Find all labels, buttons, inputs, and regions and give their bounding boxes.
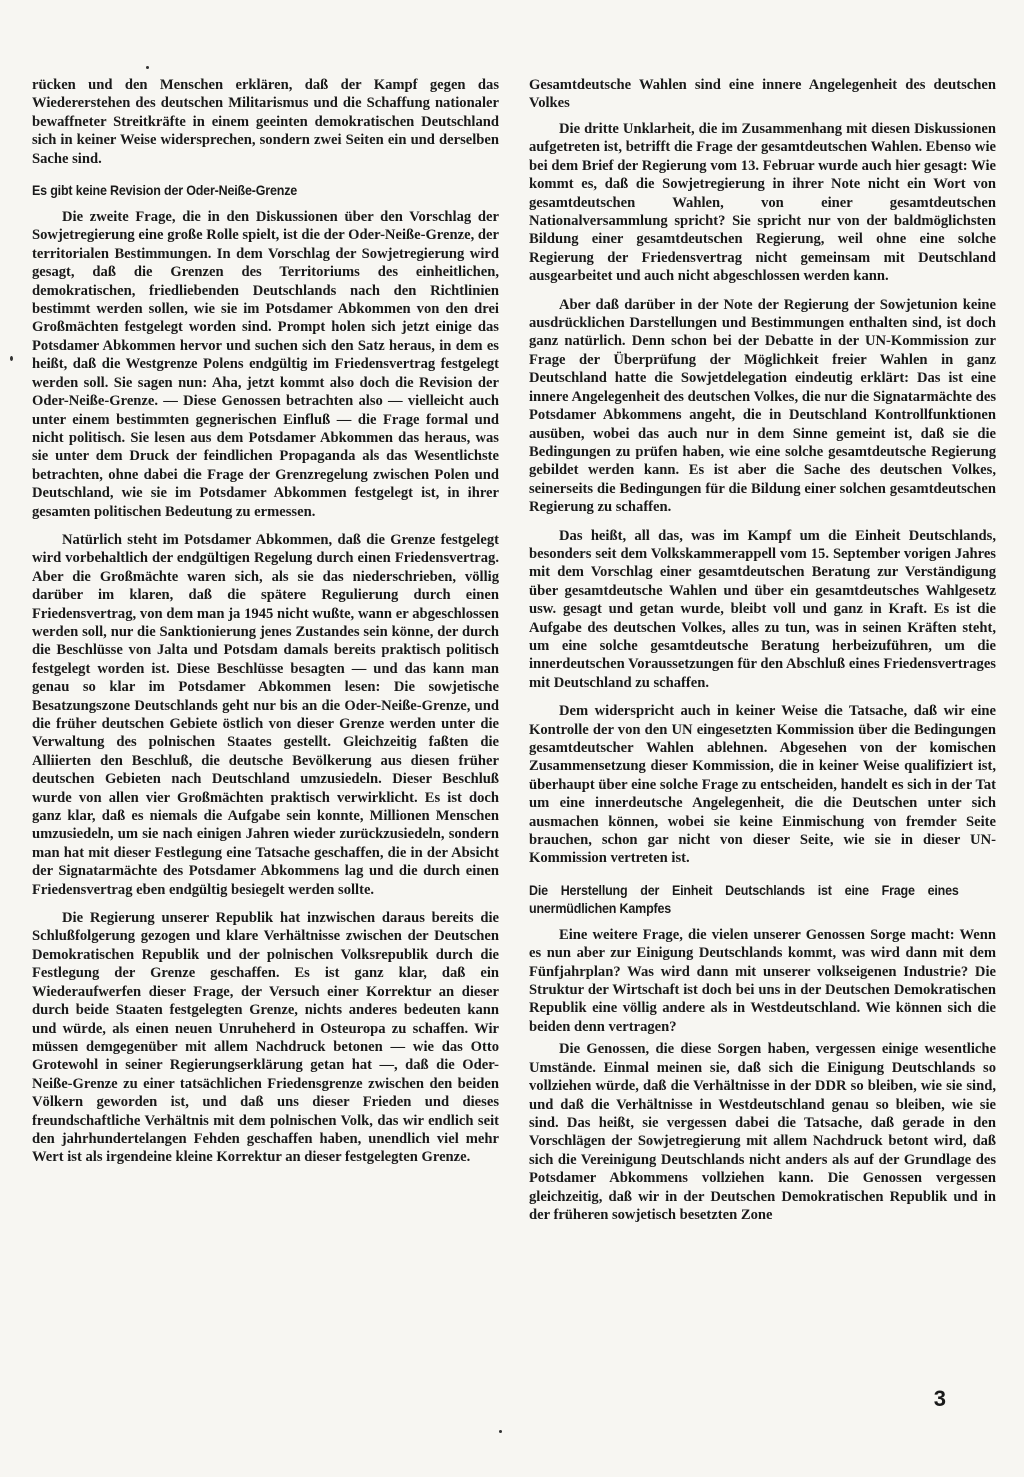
paragraph: Aber daß darüber in der Note der Regierung der Sowjetunion keine ausdrücklichen Darstellungen und Bestimmungen enthalten sind, ist doch ganz natürlich. Denn schon bei der Debatte in der UN-Kommission zur Frage der Überprüfung der Möglichkeit freier Wahlen in ganz Deutschland hatte die Sowjetdelegation eindeutig erklärt: Das ist eine innere Angelegenheit des deutschen Volkes, die nur die Signatarmächte des Potsdamer Abkommens angeht, die in Deutschland Kontrollfunktionen ausüben, wobei das auch nur in dem Sinne gemeint ist, daß sie die Bedingungen zu prüfen haben, wie eine solche gesamtdeutsche Regierung gebildet werden kann. Es ist aber die Sache des deutschen Volkes, seinerseits die Bedingungen für die Bildung einer solchen gesamtdeutschen Regierung zu schaffen.	[529, 296, 996, 516]
text-columns	[32, 76, 996, 1234]
page-number: 3	[933, 1386, 946, 1411]
paragraph: Eine weitere Frage, die vielen unserer Genossen Sorge macht: Wenn es nun aber zur Einigung Deutschlands kommt, was wird dann mit dem Fünfjahrplan? Was wird dann mit unserer volkseigenen Industrie? Die Struktur der Wirtschaft ist doch bei uns in der Deutschen Demokratischen Republik eine völlig andere als in Westdeutschland. Wie können sich die beiden denn vertragen?	[529, 926, 996, 1035]
section-heading: Die Herstellung der Einheit Deutschlands ist eine Frage eines unermüdlichen Kampfes	[529, 882, 959, 916]
section-heading: Es gibt keine Revision der Oder-Neiße-Grenze	[32, 183, 298, 199]
section-heading: Gesamtdeutsche Wahlen sind eine innere Angelegenheit des deutschen Volkes	[529, 77, 996, 111]
print-speck	[10, 356, 13, 361]
paragraph: Die Regierung unserer Republik hat inzwischen daraus bereits die Schlußfolgerung gezogen und klare Verhältnisse zwischen der Deutschen Demokratischen Republik und der polnischen Volksrepublik durch die Festlegung der Grenze geschaffen. Es ist ganz klar, daß ein Wiederaufwerfen dieser Frage, der Versuch einer Korrektur an dieser durch beide Staaten festgelegten Grenze, nichts anderes bedeuten kann und würde, als einen neuen Unruheherd in Osteuropa zu schaffen. Wir müssen demgegenüber mit allem Nachdruck betonen — wie das Otto Grotewohl in seiner Regierungserklärung getan hat —, daß die Oder-Neiße-Grenze zu einer tatsächlichen Friedensgrenze zwischen den beiden Völkern geworden ist, und daß uns dieser Frieden und dieses freundschaftliche Verhältnis mit dem polnischen Volk, das wir endlich seit den jahrhundertelangen Fehden geschaffen haben, unendlich viel mehr Wert ist als irgendeine kleine Korrektur an dieser festgelegten Grenze.	[32, 910, 499, 1166]
right-column	[529, 76, 996, 1234]
paragraph: Das heißt, all das, was im Kampf um die Einheit Deutschlands, besonders seit dem Volkskammerappell vom 15. September vorigen Jahres mit dem Vorschlag einer gesamtdeutschen Beratung zur Verständigung über gesamtdeutsche Wahlen und über ein gesamtdeutsches Wahlgesetz usw. gesagt und getan wurde, bleibt voll und ganz in Kraft. Es ist die Aufgabe des deutschen Volkes, alles zu tun, was in seinen Kräften steht, um eine solche gesamtdeutsche Beratung herbeizuführen, um die innerdeutschen Voraussetzungen für den Abschluß eines Friedensvertrages mit Deutschland zu schaffen.	[529, 527, 996, 691]
print-speck	[146, 66, 149, 69]
paragraph: Natürlich steht im Potsdamer Abkommen, daß die Grenze festgelegt wird vorbehaltlich der endgültigen Regelung durch einen Friedensvertrag. Aber die Großmächte waren sich, als sie das niederschrieben, völlig darüber im klaren, daß die spätere Regulierung durch einen Friedensvertrag, von dem man ja 1945 nicht wußte, wann er abgeschlossen werden soll, nur die Sanktionierung jenes Zustandes sein könne, der durch die Beschlüsse von Jalta und Potsdam damals bereits praktisch politisch festgelegt worden ist. Diese Beschlüsse besagten — und das kann man genau so klar im Potsdamer Abkommen lesen: Die sowjetische Besatzungszone Deutschlands geht nur bis an die Oder-Neiße-Grenze, und die früher deutschen Gebiete östlich von dieser Grenze werden unter die Verwaltung des polnischen Staates gestellt. Gleichzeitig faßten die Alliierten den Beschluß, die deutsche Bevölkerung aus diesen früher deutschen Gebieten nach Deutschland umzusiedeln. Dieser Beschluß wurde von allen vier Großmächten praktisch verwirklicht. Es ist doch ganz klar, daß es niemals die Aufgabe sein konnte, Millionen Menschen umzusiedeln, um sie nach einigen Jahren wieder zurückzusiedeln, sondern man hat mit dieser Festlegung eine Tatsache geschaffen, die in der Absicht der Signatarmächte des Potsdamer Abkommens lag und die durch einen Friedensvertrag eben endgültig besiegelt werden sollte.	[32, 531, 499, 898]
paragraph: rücken und den Menschen erklären, daß der Kampf gegen das Wiedererstehen des deutschen Militarismus und die Schaffung nationaler bewaffneter Streitkräfte in einem geeinten demokratischen Deutschland sich in keiner Weise widersprechen, sondern zwei Seiten ein und derselben Sache sind.	[32, 77, 499, 167]
left-column	[32, 76, 499, 1177]
paragraph: Die zweite Frage, die in den Diskussionen über den Vorschlag der Sowjetregierung eine große Rolle spielt, ist die der Oder-Neiße-Grenze, der territorialen Bestimmungen. In dem Vorschlag der Sowjetregierung wird gesagt, daß die Grenzen des Territoriums des einheitlichen, demokratischen, friedliebenden Deutschlands nach den Richtlinien bestimmt werden sollen, wie sie im Potsdamer Abkommen von den drei Großmächten festgelegt worden sind. Prompt holen sich jetzt einige das Potsdamer Abkommen hervor und suchen sich den Satz heraus, in dem es heißt, daß die Westgrenze Polens endgültig im Friedensvertrag festgelegt werden soll. Sie sagen nun: Aha, jetzt kommt also doch die Revision der Oder-Neiße-Grenze. — Diese Genossen betrachten also — vielleicht auch unter einem bestimmten gegnerischen Einfluß — die Frage formal und nicht politisch. Sie lesen aus dem Potsdamer Abkommen das heraus, was sie unter dem Druck der feindlichen Propaganda als das Wesentlichste betrachten, ohne dabei die Frage der Grenzregelung zwischen Polen und Deutschland, wie sie im Potsdamer Abkommen festgelegt ist, in ihrer gesamten politischen Bedeutung zu ermessen.	[32, 209, 499, 520]
print-speck	[499, 1430, 502, 1433]
paragraph: Die dritte Unklarheit, die im Zusammenhang mit diesen Diskussionen aufgetreten ist, betrifft die Frage der gesamtdeutschen Wahlen. Ebenso wie bei dem Brief der Regierung vom 13. Februar wurde auch hier gesagt: Wie kommt es, daß die Sowjetregierung in ihrer Note nicht ein Wort von gesamtdeutschen Wahlen, von einer gesamtdeutschen Nationalversammlung spricht? Sie spricht nur von der baldmöglichsten Bildung einer gesamtdeutschen Regierung, weil ohne eine solche Regierung der Friedensvertrag nicht gemeinsam mit Deutschland ausgearbeitet und auch nicht abgeschlossen werden kann.	[529, 121, 996, 285]
paragraph: Die Genossen, die diese Sorgen haben, vergessen einige wesentliche Umstände. Einmal meinen sie, daß sich die Einigung Deutschlands so vollziehen würde, daß die Verhältnisse in der DDR so bleiben, wie sie sind, und daß die Verhältnisse in Westdeutschland genau so bleiben, wie sie sind. Das heißt, sie vergessen dabei die Tatsache, daß gerade in den Vorschlägen der Sowjetregierung mit allem Nachdruck betont wird, daß sich die Vereinigung Deutschlands nicht anders als auf der Grundlage des Potsdamer Abkommens vollziehen kann. Die Genossen vergessen gleichzeitig, daß wir in der Deutschen Demokratischen Republik und in der früheren sowjetisch besetzten Zone	[529, 1041, 996, 1223]
paragraph: Dem widerspricht auch in keiner Weise die Tatsache, daß wir eine Kontrolle der von den UN eingesetzten Kommission über die Bedingungen gesamtdeutscher Wahlen ablehnen. Abgesehen von der komischen Zusammensetzung dieser Kommission, die in keiner Weise qualifiziert ist, überhaupt über eine solche Frage zu entscheiden, handelt es sich in der Tat um eine innerdeutsche Angelegenheit, die die Deutschen unter sich ausmachen können, wobei sie keine Einmischung von fremder Seite brauchen, schon gar nicht von dieser Seite, wie sie in dieser UN-Kommission vertreten ist.	[529, 703, 996, 867]
